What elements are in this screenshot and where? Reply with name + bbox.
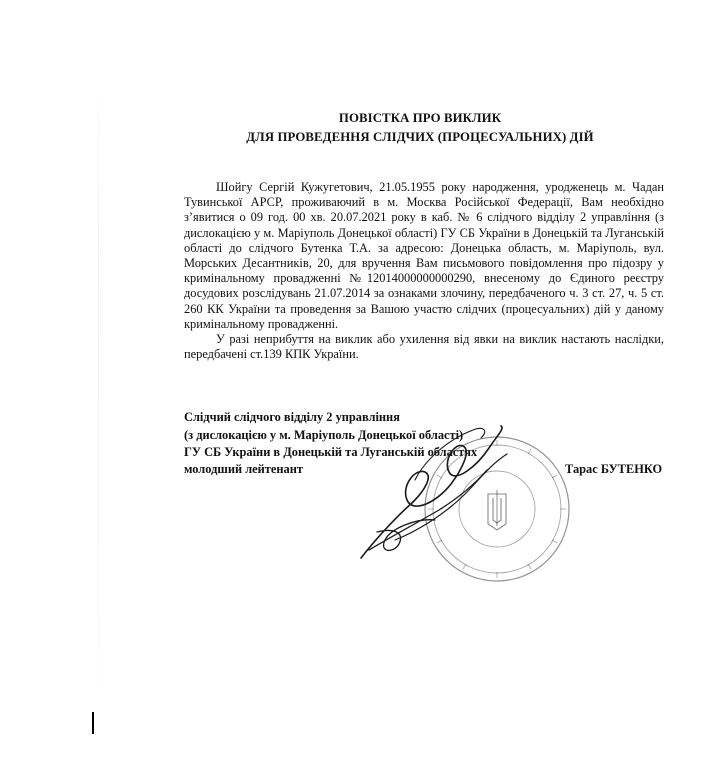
signer-name: Тарас БУТЕНКО: [565, 462, 663, 476]
signer-department: ГУ СБ України в Донецькій та Луганській областях: [184, 445, 478, 459]
body-paragraph-consequences: У разі неприбуття на виклик або ухилення від явки на виклик настають наслідки, передбачені ст.139 КПК України.: [184, 332, 664, 362]
text-cursor-mark: [92, 712, 94, 734]
signer-rank: молодший лейтенант: [184, 462, 303, 476]
document-title: ПОВІСТКА ПРО ВИКЛИК: [338, 111, 502, 125]
document-body: [184, 180, 664, 362]
page-edge-shadow: [98, 58, 99, 738]
body-paragraph-summons: Шойгу Сергій Кужугетович, 21.05.1955 року народження, уродженець м. Чадан Тувинської АРСР, проживаючий в м. Москва Російської Федерації, Вам необхідно з’явитися о 09 год. 00 хв. 20.07.2021 року в каб. № 6 слідчого відділу 2 управління (з дислокацією у м. Маріуполь Донецької області) ГУ СБ України в Донецькій та Луганській області до слідчого Бутенка Т.А. за адресою: Донецька область, м. Маріуполь, вул. Морських Десантників, 20, для вручення Вам письмового повідомлення про підозру у кримінальному провадженні №12014000000000290, внесеному до Єдиного реєстру досудових розслідувань 21.07.2014 за ознаками злочину, передбаченого ч. 3 ст. 27, ч. 5 ст. 260 КК України та проведення за Вашою участю слідчих (процесуальних) дій у даному кримінальному провадженні.: [184, 180, 664, 331]
signer-dislocation: (з дислокацією у м. Маріуполь Донецької області): [184, 428, 464, 442]
document-subtitle: ДЛЯ ПРОВЕДЕННЯ СЛІДЧИХ (ПРОЦЕСУАЛЬНИХ) ДІЙ: [246, 130, 594, 144]
signer-position: Слідчий слідчого відділу 2 управління: [184, 410, 400, 424]
